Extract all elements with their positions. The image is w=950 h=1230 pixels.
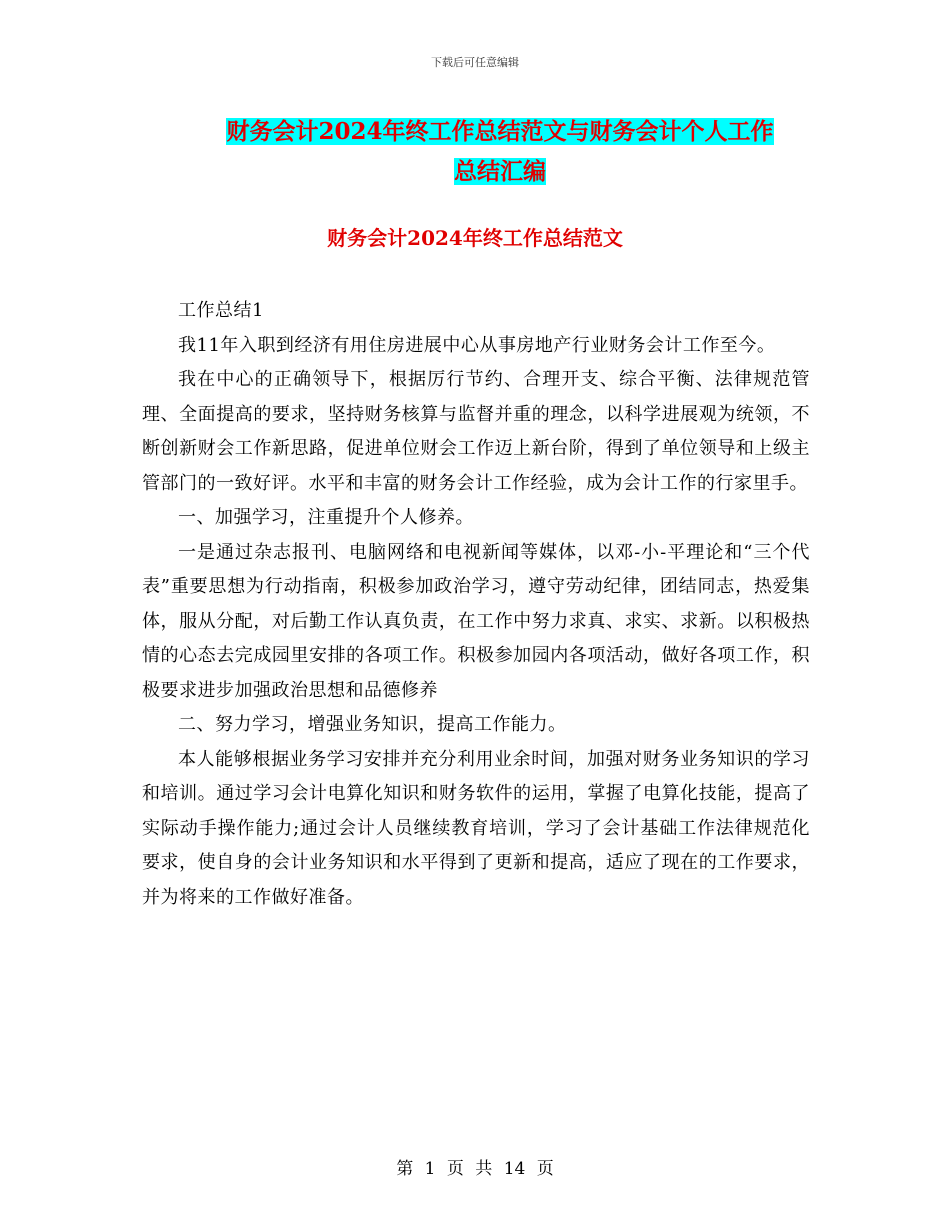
paragraph: 一、加强学习，注重提升个人修养。 bbox=[178, 507, 474, 528]
main-title-line2: 总结汇编 bbox=[454, 158, 546, 185]
main-title bbox=[140, 112, 860, 192]
section-title: 财务会计2024年终工作总结范文 bbox=[327, 226, 623, 250]
body-text bbox=[142, 294, 810, 915]
header-note: 下载后可任意编辑 bbox=[431, 56, 519, 69]
paragraph: 工作总结1 bbox=[178, 300, 264, 321]
paragraph: 二、努力学习，增强业务知识，提高工作能力。 bbox=[178, 714, 567, 735]
paragraph: 一是通过杂志报刊、电脑网络和电视新闻等媒体，以邓-小-平理论和“三个代表”重要思想为行动指南，积极参加政治学习，遵守劳动纪律，团结同志，热爱集体，服从分配，对后勤工作认真负责，在工作中努力求真、求实、求新。以积极热情的心态去完成园里安排的各项工作。积极参加园内各项活动，做好各项工作，积极要求进步加强政治思想和品德修养 bbox=[142, 541, 810, 701]
paragraph: 我在中心的正确领导下，根据厉行节约、合理开支、综合平衡、法律规范管理、全面提高的要求，坚持财务核算与监督并重的理念，以科学进展观为统领，不断创新财会工作新思路，促进单位财会工作迈上新台阶，得到了单位领导和上级主管部门的一致好评。水平和丰富的财务会计工作经验，成为会计工作的行家里手。 bbox=[142, 369, 810, 494]
paragraph: 我11年入职到经济有用住房进展中心从事房地产行业财务会计工作至今。 bbox=[178, 334, 776, 356]
page-footer: 第 1 页 共 14 页 bbox=[396, 1159, 554, 1179]
main-title-line1: 财务会计2024年终工作总结范文与财务会计个人工作 bbox=[226, 118, 774, 145]
paragraph: 本人能够根据业务学习安排并充分利用业余时间，加强对财务业务知识的学习和培训。通过学习会计电算化知识和财务软件的运用，掌握了电算化技能，提高了实际动手操作能力;通过会计人员继续教育培训，学习了会计基础工作法律规范化要求，使自身的会计业务知识和水平得到了更新和提高，适应了现在的工作要求，并为将来的工作做好准备。 bbox=[142, 748, 810, 908]
